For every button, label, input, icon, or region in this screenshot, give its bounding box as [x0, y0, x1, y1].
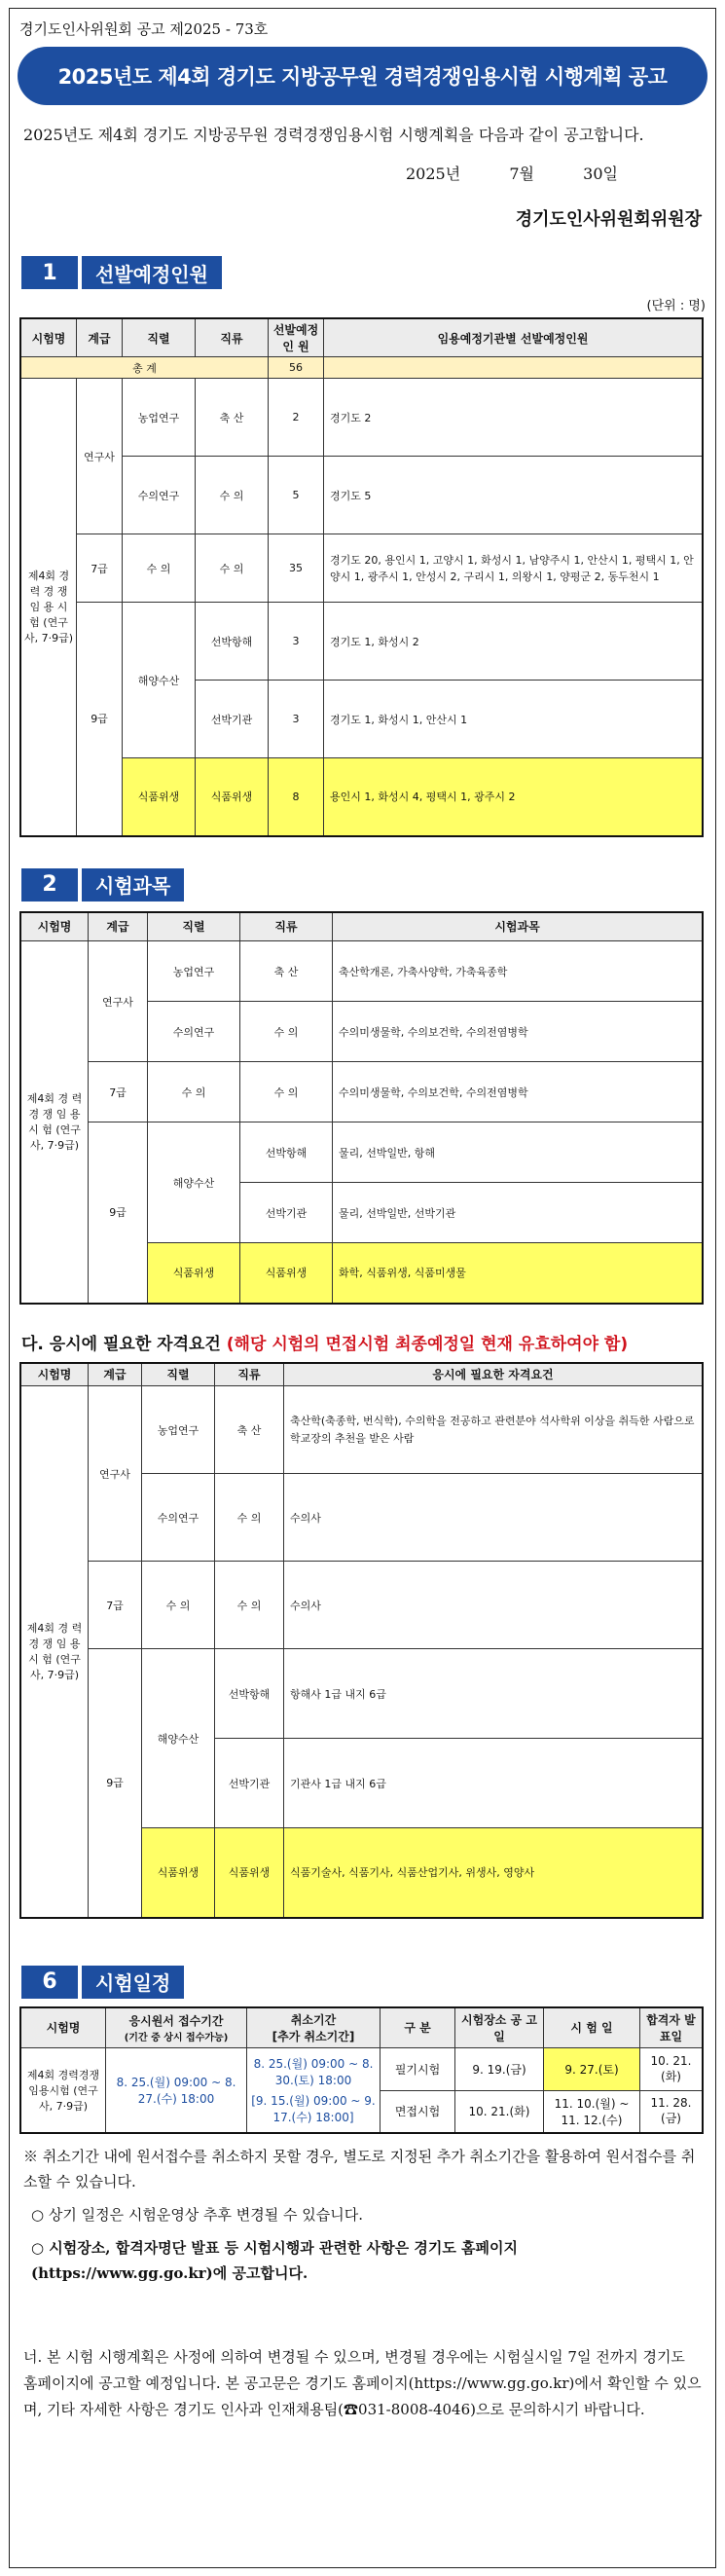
- notice-date: [10, 162, 618, 184]
- th-branch: 직류: [196, 318, 269, 357]
- th-series: 직렬: [123, 318, 196, 357]
- th-apply: [106, 2007, 247, 2048]
- agency-cell: 경기도 2: [324, 379, 704, 457]
- series-cell: 식품위생: [142, 1828, 215, 1918]
- schedule-table: [19, 2006, 704, 2135]
- th-exam: 시험명: [20, 318, 77, 357]
- subjects-table: [19, 911, 704, 1305]
- th-requirement: 응시에 필요한 자격요건: [284, 1363, 704, 1386]
- th-subjects: 시험과목: [333, 912, 704, 941]
- agency-cell: 용인시 1, 화성시 4, 평택시 1, 광주시 2: [324, 758, 704, 836]
- branch-cell: 식품위생: [240, 1243, 333, 1304]
- grade-researcher: 연구사: [89, 1386, 142, 1562]
- branch-cell: 선박항해: [196, 603, 269, 681]
- grade-9: 9급: [89, 1122, 148, 1304]
- final-note: 너. 본 시험 시행계획은 사정에 의하여 변경될 수 있으며, 변경될 경우에는 시험실시일 7일 전까지 경기도 홈페이지에 공고할 예정입니다. 본 공고문은 경기도 홈페이지(https://www.gg.go.kr)에서 확인할 수 있으며, 기타 자세한 사항은 경기도 인사과 인재채용팀(☎031-8008-4046)으로 문의하시기 바랍니다.: [23, 2348, 702, 2418]
- branch-cell: 수 의: [240, 1002, 333, 1062]
- section1-heading: [21, 256, 715, 289]
- grade-researcher: 연구사: [89, 941, 148, 1062]
- agency-cell: 경기도 1, 화성시 2: [324, 603, 704, 681]
- th-result: 합격자 발표일: [640, 2007, 704, 2048]
- count-cell: 8: [269, 758, 324, 836]
- apply-period: 8. 25.(월) 09:00 ~ 8. 27.(수) 18:00: [106, 2047, 247, 2133]
- branch-cell: 선박항해: [215, 1649, 284, 1739]
- branch-cell: 선박기관: [215, 1739, 284, 1828]
- count-cell: 35: [269, 534, 324, 603]
- series-cell: 수 의: [148, 1062, 240, 1122]
- th-series: 직렬: [148, 912, 240, 941]
- series-cell: 해양수산: [148, 1122, 240, 1243]
- date-month: 7월: [509, 165, 534, 183]
- exam-name-cell: 제4회 경 력 경 쟁 임 용 시 험 (연구사, 7·9급): [20, 379, 77, 836]
- th-exam-day: 시 험 일: [544, 2007, 640, 2048]
- th-series: 직렬: [142, 1363, 215, 1386]
- section2-heading: [21, 868, 715, 902]
- unit-label: (단위 : 명): [646, 299, 706, 313]
- th-cancel-sub: [추가 취소기간]: [272, 2029, 355, 2043]
- date-year: 2025년: [405, 165, 461, 183]
- cancel-note: ※ 취소기간 내에 원서접수를 취소하지 못할 경우, 별도로 지정된 추가 취소기간을 활용하여 원서접수를 취소할 수 있습니다.: [23, 2148, 696, 2190]
- th-grade: 계급: [89, 1363, 142, 1386]
- section6-heading: [21, 1966, 715, 1999]
- qualification-title: 다. 응시에 필요한 자격요건: [21, 1334, 221, 1354]
- total-value: 56: [269, 357, 324, 379]
- grade-9: 9급: [89, 1649, 142, 1918]
- grade-7: 7급: [77, 534, 123, 603]
- th-apply-label: 응시원서 접수기간: [128, 2013, 224, 2028]
- subjects-cell: 물리, 선박일반, 항해: [333, 1122, 704, 1183]
- cancel-period: 8. 25.(월) 09:00 ~ 8. 30.(토) 18:00: [253, 2056, 374, 2087]
- subjects-cell: 수의미생물학, 수의보건학, 수의전염병학: [333, 1062, 704, 1122]
- th-apply-sub: (기간 중 상시 접수가능): [124, 2032, 229, 2043]
- th-count: 선발예정 인 원: [269, 318, 324, 357]
- count-cell: 3: [269, 603, 324, 681]
- schedule-exam-name: 제4회 경력경쟁 임용시험 (연구사, 7·9급): [20, 2047, 106, 2133]
- th-cancel: [247, 2007, 381, 2048]
- series-cell: 식품위생: [123, 758, 196, 836]
- interview-venue: 10. 21.(화): [455, 2090, 544, 2133]
- th-cancel-label: 취소기간: [290, 2012, 337, 2027]
- written-venue: 9. 19.(금): [455, 2047, 544, 2090]
- grade-7: 7급: [89, 1062, 148, 1122]
- notice-number: 경기도인사위원회 공고 제2025 - 73호: [19, 20, 269, 38]
- requirement-cell: 수의사: [284, 1562, 704, 1649]
- series-cell: 수 의: [142, 1562, 215, 1649]
- th-agencies: 임용예정기관별 선발예정인원: [324, 318, 704, 357]
- th-type: 구 분: [381, 2007, 455, 2048]
- interview-type: 면접시험: [381, 2090, 455, 2133]
- date-day: 30일: [583, 165, 618, 183]
- th-exam: 시험명: [20, 1363, 89, 1386]
- th-venue: 시험장소 공 고 일: [455, 2007, 544, 2048]
- section6-number: 6: [21, 1966, 78, 1999]
- grade-researcher: 연구사: [77, 379, 123, 534]
- series-cell: 식품위생: [148, 1243, 240, 1304]
- schedule-change-note: ○ 상기 일정은 시험운영상 추후 변경될 수 있습니다.: [31, 2206, 364, 2224]
- total-label: 총 계: [20, 357, 269, 379]
- branch-cell: 선박기관: [240, 1183, 333, 1243]
- section2-number: 2: [21, 868, 78, 902]
- requirement-cell: 수의사: [284, 1474, 704, 1562]
- series-cell: 수의연구: [148, 1002, 240, 1062]
- requirement-cell: 식품기술사, 식품기사, 식품산업기사, 위생사, 영양사: [284, 1828, 704, 1918]
- series-cell: 농업연구: [142, 1386, 215, 1474]
- issuer: 경기도인사위원회위원장: [515, 209, 702, 230]
- subjects-cell: 축산학개론, 가축사양학, 가축육종학: [333, 941, 704, 1002]
- cancel-extra-period: [9. 15.(월) 09:00 ~ 9. 17.(수) 18:00]: [251, 2093, 376, 2124]
- notice-title: 2025년도 제4회 경기도 지방공무원 경력경쟁임용시험 시행계획 공고: [57, 65, 668, 89]
- count-cell: 5: [269, 457, 324, 534]
- count-cell: 2: [269, 379, 324, 457]
- branch-cell: 축 산: [240, 941, 333, 1002]
- qualification-table: [19, 1362, 704, 1919]
- series-cell: 해양수산: [123, 603, 196, 758]
- agency-cell: 경기도 5: [324, 457, 704, 534]
- series-cell: 수의연구: [123, 457, 196, 534]
- written-type: 필기시험: [381, 2047, 455, 2090]
- grade-9: 9급: [77, 603, 123, 836]
- qualification-heading: [21, 1330, 706, 1354]
- branch-cell: 선박기관: [196, 681, 269, 758]
- subjects-cell: 수의미생물학, 수의보건학, 수의전염병학: [333, 1002, 704, 1062]
- count-cell: 3: [269, 681, 324, 758]
- agency-cell: 경기도 20, 용인시 1, 고양시 1, 화성시 1, 남양주시 1, 안산시 1, 평택시 1, 안양시 1, 광주시 1, 안성시 2, 구리시 1, 의왕시 1, 양평군 2, 동두천시 1: [324, 534, 704, 603]
- branch-cell: 식품위생: [196, 758, 269, 836]
- written-result: 10. 21.(화): [640, 2047, 704, 2090]
- branch-cell: 축 산: [196, 379, 269, 457]
- section6-title: 시험일정: [82, 1966, 184, 1999]
- exam-name-cell: 제4회 경 력 경 쟁 임 용 시 험 (연구사, 7·9급): [20, 1386, 89, 1918]
- branch-cell: 수 의: [240, 1062, 333, 1122]
- intro-text: 2025년도 제4회 경기도 지방공무원 경력경쟁임용시험 시행계획을 다음과 같이 공고합니다.: [23, 126, 644, 144]
- notice-title-banner: [18, 47, 707, 105]
- cancel-period-cell: [247, 2047, 381, 2133]
- notice-page: [9, 8, 716, 2568]
- requirement-cell: 항해사 1급 내지 6급: [284, 1649, 704, 1739]
- branch-cell: 식품위생: [215, 1828, 284, 1918]
- interview-day: 11. 10.(월) ~ 11. 12.(수): [544, 2090, 640, 2133]
- recruit-table: [19, 317, 704, 837]
- qualification-note: (해당 시험의 면접시험 최종예정일 현재 유효하여야 함): [226, 1334, 629, 1354]
- series-cell: 농업연구: [123, 379, 196, 457]
- total-empty: [324, 357, 704, 379]
- written-day: 9. 27.(토): [544, 2047, 640, 2090]
- series-cell: 해양수산: [142, 1649, 215, 1828]
- agency-cell: 경기도 1, 화성시 1, 안산시 1: [324, 681, 704, 758]
- series-cell: 수 의: [123, 534, 196, 603]
- th-branch: 직류: [215, 1363, 284, 1386]
- requirement-cell: 축산학(축종학, 번식학), 수의학을 전공하고 관련분야 석사학위 이상을 취득한 사람으로 학교장의 추천을 받은 사람: [284, 1386, 704, 1474]
- section1-number: 1: [21, 256, 78, 289]
- subjects-cell: 화학, 식품위생, 식품미생물: [333, 1243, 704, 1304]
- series-cell: 수의연구: [142, 1474, 215, 1562]
- th-exam: 시험명: [20, 912, 89, 941]
- requirement-cell: 기관사 1급 내지 6급: [284, 1739, 704, 1828]
- branch-cell: 수 의: [215, 1474, 284, 1562]
- branch-cell: 수 의: [215, 1562, 284, 1649]
- section1-title: 선발예정인원: [82, 256, 222, 289]
- th-exam: 시험명: [20, 2007, 106, 2048]
- branch-cell: 수 의: [196, 534, 269, 603]
- branch-cell: 축 산: [215, 1386, 284, 1474]
- series-cell: 농업연구: [148, 941, 240, 1002]
- th-grade: 계급: [89, 912, 148, 941]
- subjects-cell: 물리, 선박일반, 선박기관: [333, 1183, 704, 1243]
- branch-cell: 선박항해: [240, 1122, 333, 1183]
- th-branch: 직류: [240, 912, 333, 941]
- grade-7: 7급: [89, 1562, 142, 1649]
- branch-cell: 수 의: [196, 457, 269, 534]
- interview-result: 11. 28.(금): [640, 2090, 704, 2133]
- exam-name-cell: 제4회 경 력 경 쟁 임 용 시 험 (연구사, 7·9급): [20, 941, 89, 1304]
- th-grade: 계급: [77, 318, 123, 357]
- section2-title: 시험과목: [82, 868, 184, 902]
- homepage-note: ○ 시험장소, 합격자명단 발표 등 시험시행과 관련한 사항은 경기도 홈페이지 (https://www.gg.go.kr)에 공고합니다.: [31, 2239, 519, 2282]
